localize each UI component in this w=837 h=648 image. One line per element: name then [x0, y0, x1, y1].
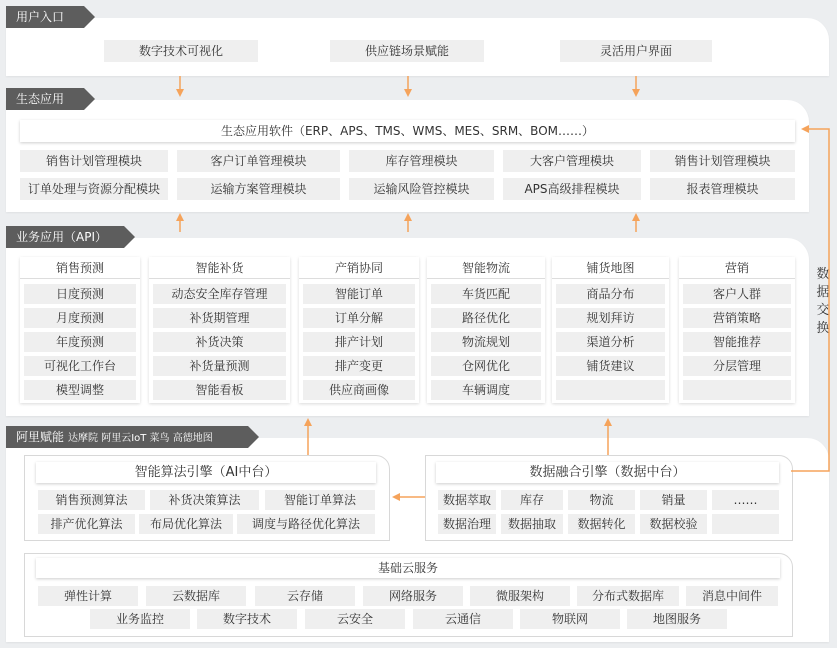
business-item[interactable]: 智能推荐 — [683, 332, 791, 352]
business-item[interactable]: 铺货建议 — [556, 356, 665, 376]
business-column-title: 销售预测 — [20, 257, 140, 279]
cloud-service[interactable]: 分布式数据库 — [577, 586, 679, 606]
business-item[interactable]: 车辆调度 — [431, 380, 541, 400]
business-item[interactable]: 月度预测 — [24, 308, 136, 328]
data-exchange-char: 据 — [816, 285, 830, 300]
data-exchange-char: 换 — [816, 321, 830, 336]
ai-algorithm[interactable]: 排产优化算法 — [38, 514, 135, 534]
user-entry-item[interactable]: 数字技术可视化 — [104, 40, 258, 62]
eco-module[interactable]: 运输风险管控模块 — [349, 178, 494, 200]
business-item[interactable]: 供应商画像 — [303, 380, 415, 400]
ai-algorithm[interactable]: 销售预测算法 — [38, 490, 145, 510]
business-column-title: 铺货地图 — [552, 257, 669, 279]
data-exchange-label — [815, 266, 831, 338]
cloud-service[interactable]: 云存储 — [255, 586, 355, 606]
business-item[interactable]: 渠道分析 — [556, 332, 665, 352]
business-item[interactable]: 订单分解 — [303, 308, 415, 328]
ali-empower-tag — [6, 426, 248, 448]
eco-module[interactable]: 客户订单管理模块 — [177, 150, 340, 172]
business-column-title: 智能补货 — [149, 257, 290, 279]
business-item[interactable]: 路径优化 — [431, 308, 541, 328]
eco-module[interactable]: 销售计划管理模块 — [650, 150, 795, 172]
eco-module[interactable]: 报表管理模块 — [650, 178, 795, 200]
cloud-service[interactable]: 业务监控 — [90, 609, 190, 629]
data-engine-item[interactable]: 销量 — [640, 490, 707, 510]
cloud-service[interactable]: 云数据库 — [146, 586, 246, 606]
business-item[interactable]: 客户人群 — [683, 284, 791, 304]
cloud-service[interactable]: 弹性计算 — [38, 586, 138, 606]
ali-empower-title: 阿里赋能 — [16, 430, 65, 444]
data-engine-item[interactable]: 数据萃取 — [438, 490, 496, 510]
data-engine-item[interactable]: 库存 — [501, 490, 563, 510]
eco-module[interactable]: APS高级排程模块 — [503, 178, 641, 200]
data-exchange-char: 数 — [816, 267, 830, 282]
business-item[interactable]: 智能看板 — [153, 380, 286, 400]
business-column-title: 智能物流 — [427, 257, 545, 279]
user-entry-item[interactable]: 供应链场景赋能 — [330, 40, 484, 62]
business-item[interactable]: 补货决策 — [153, 332, 286, 352]
ai-algorithm[interactable]: 调度与路径优化算法 — [237, 514, 375, 534]
business-item[interactable]: 补货量预测 — [153, 356, 286, 376]
business-item[interactable]: 排产变更 — [303, 356, 415, 376]
cloud-service[interactable]: 微服架构 — [470, 586, 570, 606]
cloud-service[interactable]: 地图服务 — [627, 609, 727, 629]
business-item — [683, 380, 791, 400]
data-engine-item[interactable]: 物流 — [568, 490, 635, 510]
eco-module[interactable]: 大客户管理模块 — [503, 150, 641, 172]
data-engine-item[interactable]: …… — [712, 490, 779, 510]
data-engine-item[interactable]: 数据转化 — [568, 514, 635, 534]
business-item[interactable]: 模型调整 — [24, 380, 136, 400]
business-item[interactable]: 可视化工作台 — [24, 356, 136, 376]
cloud-service[interactable]: 云安全 — [305, 609, 405, 629]
business-item[interactable]: 物流规划 — [431, 332, 541, 352]
business-item[interactable]: 分层管理 — [683, 356, 791, 376]
business-item[interactable]: 车货匹配 — [431, 284, 541, 304]
business-item[interactable]: 动态安全库存管理 — [153, 284, 286, 304]
eco-module[interactable]: 库存管理模块 — [349, 150, 494, 172]
data-exchange-char: 交 — [816, 303, 830, 318]
cloud-service[interactable]: 云通信 — [413, 609, 513, 629]
business-column-title: 产销协同 — [299, 257, 419, 279]
business-app-tag: 业务应用（API） — [6, 226, 124, 248]
cloud-service[interactable]: 物联网 — [520, 609, 620, 629]
eco-software-header: 生态应用软件（ERP、APS、TMS、WMS、MES、SRM、BOM……） — [20, 120, 795, 142]
business-item[interactable]: 规划拜访 — [556, 308, 665, 328]
data-engine-title: 数据融合引擎（数据中台） — [436, 462, 779, 483]
ai-engine-title: 智能算法引擎（AI中台） — [36, 462, 376, 483]
cloud-service[interactable]: 数字技术 — [197, 609, 297, 629]
data-engine-item[interactable]: 数据治理 — [438, 514, 496, 534]
ali-empower-partners: 达摩院 阿里云IoT 菜鸟 高德地图 — [68, 433, 213, 444]
business-item[interactable]: 商品分布 — [556, 284, 665, 304]
ai-algorithm[interactable]: 布局优化算法 — [139, 514, 233, 534]
eco-module[interactable]: 销售计划管理模块 — [20, 150, 168, 172]
data-engine-item — [712, 514, 779, 534]
cloud-service[interactable]: 网络服务 — [363, 586, 463, 606]
ai-algorithm[interactable]: 补货决策算法 — [150, 490, 259, 510]
business-item[interactable]: 智能订单 — [303, 284, 415, 304]
business-column-title: 营销 — [679, 257, 795, 279]
user-entry-tag: 用户入口 — [6, 6, 84, 28]
cloud-services-title: 基础云服务 — [36, 558, 780, 578]
business-item[interactable]: 仓网优化 — [431, 356, 541, 376]
business-item — [556, 380, 665, 400]
business-item[interactable]: 排产计划 — [303, 332, 415, 352]
data-engine-item[interactable]: 数据抽取 — [501, 514, 563, 534]
eco-module[interactable]: 订单处理与资源分配模块 — [20, 178, 168, 200]
eco-app-tag: 生态应用 — [6, 88, 84, 110]
eco-module[interactable]: 运输方案管理模块 — [177, 178, 340, 200]
ai-algorithm[interactable]: 智能订单算法 — [265, 490, 375, 510]
business-item[interactable]: 补货期管理 — [153, 308, 286, 328]
business-item[interactable]: 日度预测 — [24, 284, 136, 304]
data-engine-item[interactable]: 数据校验 — [640, 514, 707, 534]
business-item[interactable]: 营销策略 — [683, 308, 791, 328]
cloud-service[interactable]: 消息中间件 — [686, 586, 778, 606]
user-entry-item[interactable]: 灵活用户界面 — [560, 40, 712, 62]
business-item[interactable]: 年度预测 — [24, 332, 136, 352]
